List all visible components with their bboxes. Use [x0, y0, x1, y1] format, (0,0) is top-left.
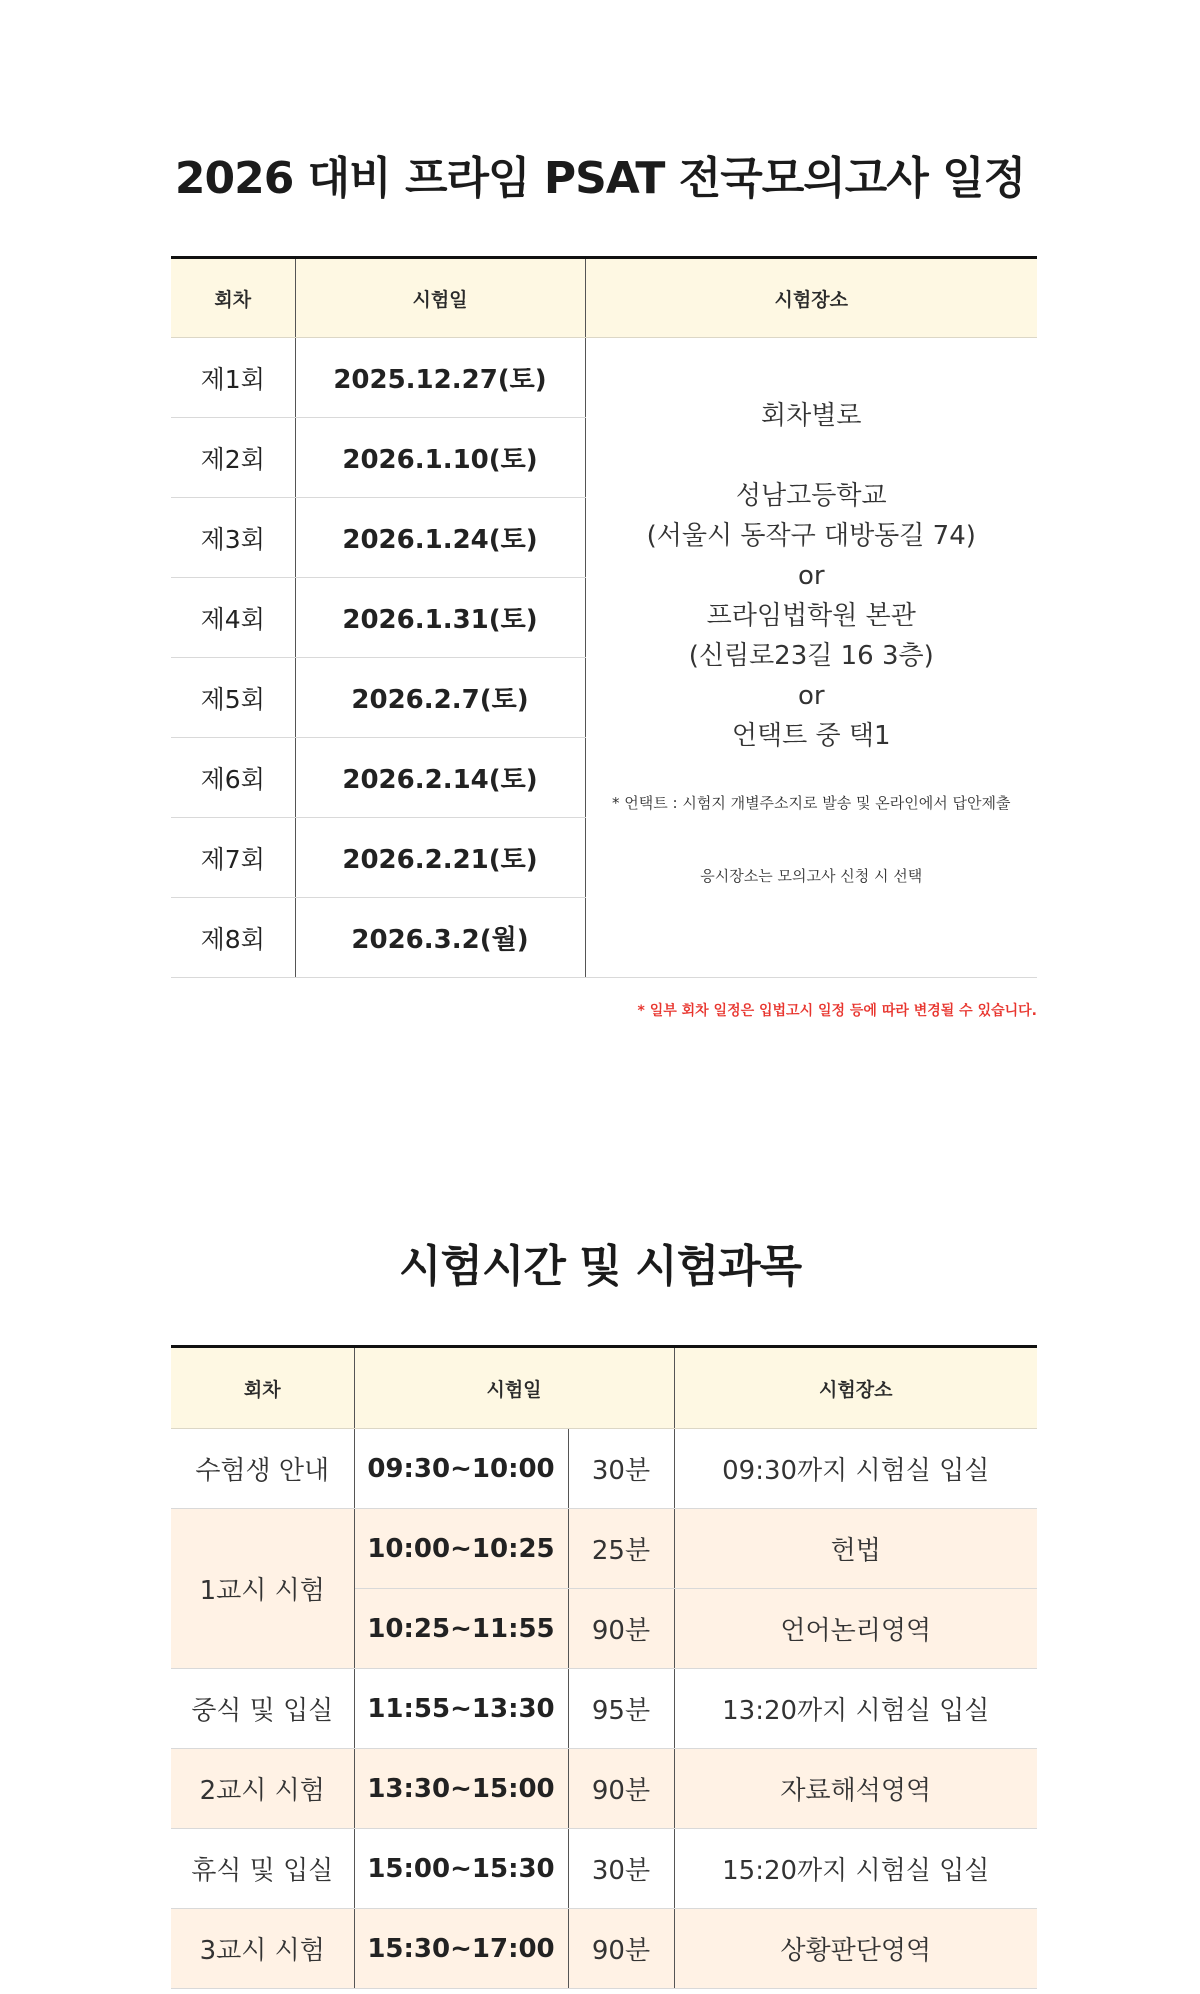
venue-intro: 회차별로	[761, 401, 862, 431]
venue-cell	[585, 338, 1037, 978]
header-date: 시험일	[295, 258, 585, 338]
time-range: 15:00~15:30	[354, 1829, 568, 1909]
venue-academy-address: (신림로23길 16 3층)	[688, 641, 934, 671]
date-cell: 2026.1.10(토)	[295, 418, 585, 498]
venue-or: or	[797, 681, 825, 711]
time-row	[171, 1509, 1037, 1589]
duration: 95분	[568, 1669, 674, 1749]
time-range: 15:30~17:00	[354, 1909, 568, 1989]
date-cell: 2026.2.7(토)	[295, 658, 585, 738]
session-label: 휴식 및 입실	[171, 1829, 354, 1909]
time-row	[171, 1829, 1037, 1909]
time-range: 10:00~10:25	[354, 1509, 568, 1589]
time-range: 11:55~13:30	[354, 1669, 568, 1749]
duration: 30분	[568, 1829, 674, 1909]
time-row	[171, 1429, 1037, 1509]
subject: 13:20까지 시험실 입실	[674, 1669, 1037, 1749]
schedule-header-row	[171, 258, 1037, 338]
venue-untact: 언택트 중 택1	[731, 721, 891, 751]
round-cell: 제6회	[171, 738, 295, 818]
exam-time-title: 시험시간 및 시험과목	[398, 1241, 802, 1292]
duration: 90분	[568, 1589, 674, 1669]
venue-select-note: 응시장소는 모의고사 신청 시 선택	[700, 867, 923, 885]
schedule-table	[171, 256, 1037, 978]
header-venue: 시험장소	[585, 258, 1037, 338]
round-cell: 제5회	[171, 658, 295, 738]
date-cell: 2026.1.24(토)	[295, 498, 585, 578]
time-range: 13:30~15:00	[354, 1749, 568, 1829]
session-label: 1교시 시험	[171, 1509, 354, 1669]
date-cell: 2026.2.21(토)	[295, 818, 585, 898]
schedule-title: 2026 대비 프라임 PSAT 전국모의고사 일정	[174, 153, 1026, 204]
header-round: 회차	[171, 1347, 354, 1429]
header-date: 시험일	[354, 1347, 674, 1429]
date-cell: 2026.3.2(월)	[295, 898, 585, 978]
exam-time-table	[171, 1345, 1037, 1989]
date-cell: 2026.1.31(토)	[295, 578, 585, 658]
duration: 30분	[568, 1429, 674, 1509]
venue-untact-note: * 언택트 : 시험지 개별주소지로 발송 및 온라인에서 답안제출	[612, 794, 1011, 812]
schedule-change-notice: * 일부 회차 일정은 입법고시 일정 등에 따라 변경될 수 있습니다.	[637, 1003, 1037, 1019]
subject: 자료해석영역	[674, 1749, 1037, 1829]
session-label: 중식 및 입실	[171, 1669, 354, 1749]
schedule-row	[171, 338, 1037, 418]
date-cell: 2026.2.14(토)	[295, 738, 585, 818]
time-row	[171, 1749, 1037, 1829]
subject: 15:20까지 시험실 입실	[674, 1829, 1037, 1909]
round-cell: 제7회	[171, 818, 295, 898]
duration: 25분	[568, 1509, 674, 1589]
subject: 언어논리영역	[674, 1589, 1037, 1669]
venue-or: or	[797, 561, 825, 591]
subject: 상황판단영역	[674, 1909, 1037, 1989]
round-cell: 제4회	[171, 578, 295, 658]
session-label: 수험생 안내	[171, 1429, 354, 1509]
header-round: 회차	[171, 258, 295, 338]
time-row	[171, 1909, 1037, 1989]
venue-school: 성남고등학교	[735, 481, 887, 511]
header-venue: 시험장소	[674, 1347, 1037, 1429]
session-label: 3교시 시험	[171, 1909, 354, 1989]
subject: 09:30까지 시험실 입실	[674, 1429, 1037, 1509]
round-cell: 제8회	[171, 898, 295, 978]
venue-academy: 프라임법학원 본관	[706, 601, 916, 631]
date-cell: 2025.12.27(토)	[295, 338, 585, 418]
duration: 90분	[568, 1749, 674, 1829]
round-cell: 제3회	[171, 498, 295, 578]
time-range: 09:30~10:00	[354, 1429, 568, 1509]
round-cell: 제2회	[171, 418, 295, 498]
round-cell: 제1회	[171, 338, 295, 418]
time-header-row	[171, 1347, 1037, 1429]
time-row	[171, 1669, 1037, 1749]
venue-school-address: (서울시 동작구 대방동길 74)	[646, 521, 976, 551]
duration: 90분	[568, 1909, 674, 1989]
time-range: 10:25~11:55	[354, 1589, 568, 1669]
subject: 헌법	[674, 1509, 1037, 1589]
session-label: 2교시 시험	[171, 1749, 354, 1829]
